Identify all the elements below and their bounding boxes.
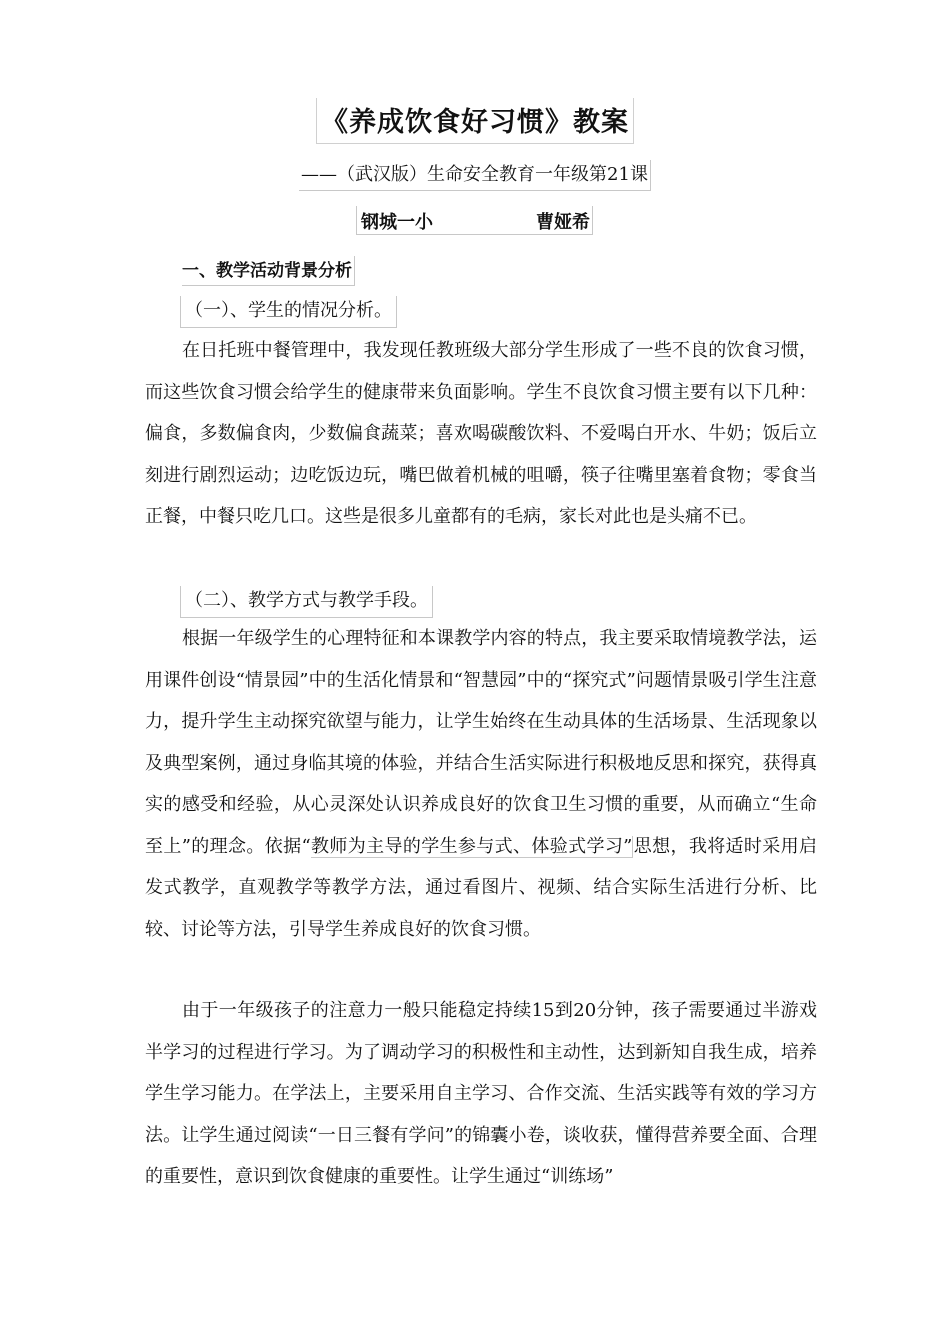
document-subtitle-text: ——（武汉版）生命安全教育一年级第21课 bbox=[299, 160, 651, 191]
paragraph-2-part-b: 思想，我将适时采用启发式教学，直观教学等教学方法，通过看图片、视频、结合实际生活进行分析、比较、讨论等方法，引导学生养成良好的饮食习惯。 bbox=[145, 835, 818, 940]
paragraph-2-quote: 教师为主导的学生参与式、体验式学习” bbox=[310, 835, 633, 857]
document-title bbox=[0, 98, 950, 144]
subsection-heading-2 bbox=[180, 586, 433, 618]
subsection-heading-2-text: （二）、教学方式与教学手段。 bbox=[180, 586, 433, 618]
subsection-heading-1-text: （一）、学生的情况分析。 bbox=[180, 296, 397, 328]
author-line bbox=[356, 206, 593, 235]
author-name: 曹娅希 bbox=[536, 212, 590, 233]
document-subtitle bbox=[0, 160, 950, 191]
paragraph-2 bbox=[145, 618, 817, 950]
document-title-text: 《养成饮食好习惯》教案 bbox=[316, 98, 634, 144]
section-heading bbox=[182, 256, 355, 286]
section-heading-text: 一、教学活动背景分析 bbox=[182, 256, 355, 286]
subsection-heading-1 bbox=[180, 296, 397, 328]
paragraph-2-part-a: 根据一年级学生的心理特征和本课教学内容的特点，我主要采取情境教学法，运用课件创设“情景园”中的生活化情景和“智慧园”中的“探究式”问题情景吸引学生注意力，提升学生主动探究欲望与能力，让学生始终在生动具体的生活场景、生活现象以及典型案例，通过身临其境的体验，并结合生活实际进行积极地反思和探究，获得真实的感受和经验，从心灵深处认识养成良好的饮食卫生习惯的重要，从而确立“生命至上”的理念。依据“ bbox=[145, 628, 817, 857]
author-school: 钢城一小 bbox=[361, 212, 433, 233]
paragraph-3: 由于一年级孩子的注意力一般只能稳定持续15到20分钟，孩子需要通过半游戏半学习的过程进行学习。为了调动学习的积极性和主动性，达到新知自我生成，培养学生学习能力。在学法上，主要采用自主学习、合作交流、生活实践等有效的学习方法。让学生通过阅读“一日三餐有学问”的锦囊小卷，谈收获，懂得营养要全面、合理的重要性，意识到饮食健康的重要性。让学生通过“训练场” bbox=[145, 1000, 817, 1187]
paragraph-1: 在日托班中餐管理中，我发现任教班级大部分学生形成了一些不良的饮食习惯，而这些饮食习惯会给学生的健康带来负面影响。学生不良饮食习惯主要有以下几种：偏食，多数偏食肉，少数偏食蔬菜；喜欢喝碳酸饮料、不爱喝白开水、牛奶；饭后立刻进行剧烈运动；边吃饭边玩，嘴巴做着机械的咀嚼，筷子往嘴里塞着食物；零食当正餐，中餐只吃几口。这些是很多儿童都有的毛病，家长对此也是头痛不已。 bbox=[145, 340, 817, 527]
